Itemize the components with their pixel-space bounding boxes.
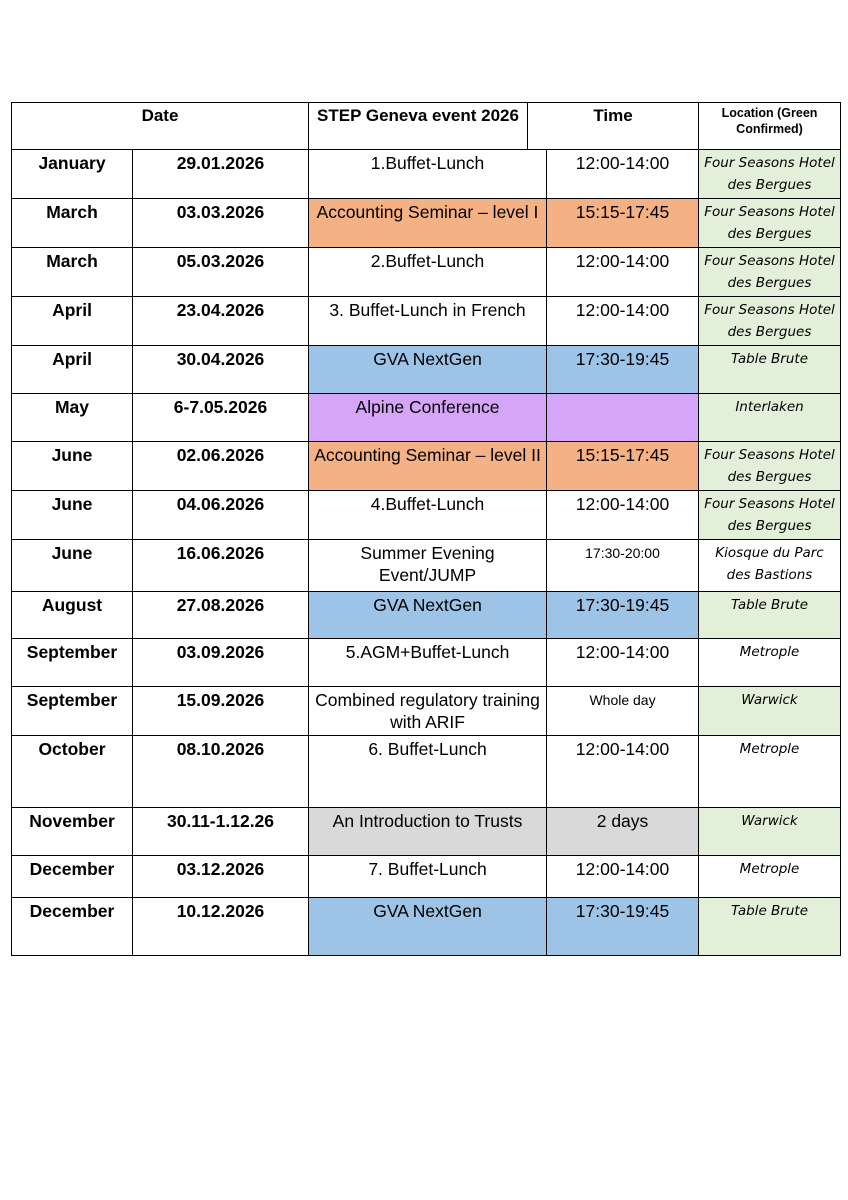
time-cell: 12:00-14:00 bbox=[547, 248, 699, 297]
location-cell: Warwick bbox=[699, 808, 841, 856]
location-cell: Kiosque du Parc des Bastions bbox=[699, 540, 841, 592]
time-cell: Whole day bbox=[547, 687, 699, 736]
location-cell: Four Seasons Hotel des Bergues bbox=[699, 248, 841, 297]
event-cell: GVA NextGen bbox=[309, 898, 547, 956]
date-cell: 16.06.2026 bbox=[133, 540, 309, 592]
date-cell: 03.09.2026 bbox=[133, 639, 309, 687]
month-cell: November bbox=[12, 808, 133, 856]
month-cell: April bbox=[12, 346, 133, 394]
time-cell: 17:30-20:00 bbox=[547, 540, 699, 592]
time-cell: 17:30-19:45 bbox=[547, 898, 699, 956]
event-cell: 6. Buffet-Lunch bbox=[309, 736, 547, 808]
event-cell: 3. Buffet-Lunch in French bbox=[309, 297, 547, 346]
month-cell: March bbox=[12, 248, 133, 297]
month-cell: September bbox=[12, 687, 133, 736]
event-cell: GVA NextGen bbox=[309, 346, 547, 394]
month-cell: April bbox=[12, 297, 133, 346]
time-cell: 12:00-14:00 bbox=[547, 491, 699, 540]
time-cell: 12:00-14:00 bbox=[547, 639, 699, 687]
location-cell: Metrople bbox=[699, 736, 841, 808]
month-cell: December bbox=[12, 898, 133, 956]
time-cell bbox=[547, 394, 699, 442]
location-cell: Metrople bbox=[699, 856, 841, 898]
time-cell: 12:00-14:00 bbox=[547, 297, 699, 346]
event-cell: Accounting Seminar – level II bbox=[309, 442, 547, 491]
date-cell: 05.03.2026 bbox=[133, 248, 309, 297]
month-cell: May bbox=[12, 394, 133, 442]
month-cell: March bbox=[12, 199, 133, 248]
events-table bbox=[11, 102, 841, 956]
table-row bbox=[12, 394, 841, 442]
event-cell: 7. Buffet-Lunch bbox=[309, 856, 547, 898]
month-cell: June bbox=[12, 442, 133, 491]
event-cell: Alpine Conference bbox=[309, 394, 547, 442]
location-cell: Warwick bbox=[699, 687, 841, 736]
table-row bbox=[12, 736, 841, 808]
date-cell: 03.12.2026 bbox=[133, 856, 309, 898]
event-cell: Combined regulatory training with ARIF bbox=[309, 687, 547, 736]
event-cell: Summer Evening Event/JUMP bbox=[309, 540, 547, 592]
location-cell: Table Brute bbox=[699, 898, 841, 956]
header-row bbox=[12, 103, 841, 150]
table-row bbox=[12, 199, 841, 248]
date-cell: 23.04.2026 bbox=[133, 297, 309, 346]
month-cell: October bbox=[12, 736, 133, 808]
header-location: Location (Green Confirmed) bbox=[699, 103, 841, 150]
date-cell: 27.08.2026 bbox=[133, 592, 309, 639]
time-cell: 2 days bbox=[547, 808, 699, 856]
date-cell: 08.10.2026 bbox=[133, 736, 309, 808]
location-cell: Metrople bbox=[699, 639, 841, 687]
location-cell: Four Seasons Hotel des Bergues bbox=[699, 491, 841, 540]
table-row bbox=[12, 592, 841, 639]
table-row bbox=[12, 297, 841, 346]
location-cell: Table Brute bbox=[699, 592, 841, 639]
date-cell: 30.04.2026 bbox=[133, 346, 309, 394]
location-cell: Four Seasons Hotel des Bergues bbox=[699, 199, 841, 248]
event-cell: Accounting Seminar – level I bbox=[309, 199, 547, 248]
table-row bbox=[12, 808, 841, 856]
table-row bbox=[12, 491, 841, 540]
event-cell: 4.Buffet-Lunch bbox=[309, 491, 547, 540]
table-row bbox=[12, 248, 841, 297]
table-row bbox=[12, 856, 841, 898]
date-cell: 30.11-1.12.26 bbox=[133, 808, 309, 856]
date-cell: 03.03.2026 bbox=[133, 199, 309, 248]
time-cell: 15:15-17:45 bbox=[547, 442, 699, 491]
date-cell: 29.01.2026 bbox=[133, 150, 309, 199]
date-cell: 6-7.05.2026 bbox=[133, 394, 309, 442]
month-cell: August bbox=[12, 592, 133, 639]
location-cell: Four Seasons Hotel des Bergues bbox=[699, 297, 841, 346]
table-row bbox=[12, 442, 841, 491]
time-cell: 17:30-19:45 bbox=[547, 346, 699, 394]
table-row bbox=[12, 639, 841, 687]
date-cell: 04.06.2026 bbox=[133, 491, 309, 540]
date-cell: 02.06.2026 bbox=[133, 442, 309, 491]
month-cell: June bbox=[12, 540, 133, 592]
time-cell: 12:00-14:00 bbox=[547, 150, 699, 199]
location-cell: Four Seasons Hotel des Bergues bbox=[699, 150, 841, 199]
time-cell: 12:00-14:00 bbox=[547, 736, 699, 808]
header-time: Time bbox=[528, 103, 699, 150]
table-row bbox=[12, 898, 841, 956]
date-cell: 10.12.2026 bbox=[133, 898, 309, 956]
table-row bbox=[12, 346, 841, 394]
month-cell: June bbox=[12, 491, 133, 540]
table-row bbox=[12, 687, 841, 736]
event-cell: 1.Buffet-Lunch bbox=[309, 150, 547, 199]
event-cell: 2.Buffet-Lunch bbox=[309, 248, 547, 297]
event-cell: An Introduction to Trusts bbox=[309, 808, 547, 856]
month-cell: September bbox=[12, 639, 133, 687]
event-cell: GVA NextGen bbox=[309, 592, 547, 639]
date-cell: 15.09.2026 bbox=[133, 687, 309, 736]
month-cell: January bbox=[12, 150, 133, 199]
location-cell: Four Seasons Hotel des Bergues bbox=[699, 442, 841, 491]
event-cell: 5.AGM+Buffet-Lunch bbox=[309, 639, 547, 687]
table-row bbox=[12, 150, 841, 199]
location-cell: Interlaken bbox=[699, 394, 841, 442]
header-event: STEP Geneva event 2026 bbox=[309, 103, 528, 150]
table-row bbox=[12, 540, 841, 592]
time-cell: 12:00-14:00 bbox=[547, 856, 699, 898]
time-cell: 17:30-19:45 bbox=[547, 592, 699, 639]
time-cell: 15:15-17:45 bbox=[547, 199, 699, 248]
month-cell: December bbox=[12, 856, 133, 898]
location-cell: Table Brute bbox=[699, 346, 841, 394]
header-date: Date bbox=[12, 103, 309, 150]
